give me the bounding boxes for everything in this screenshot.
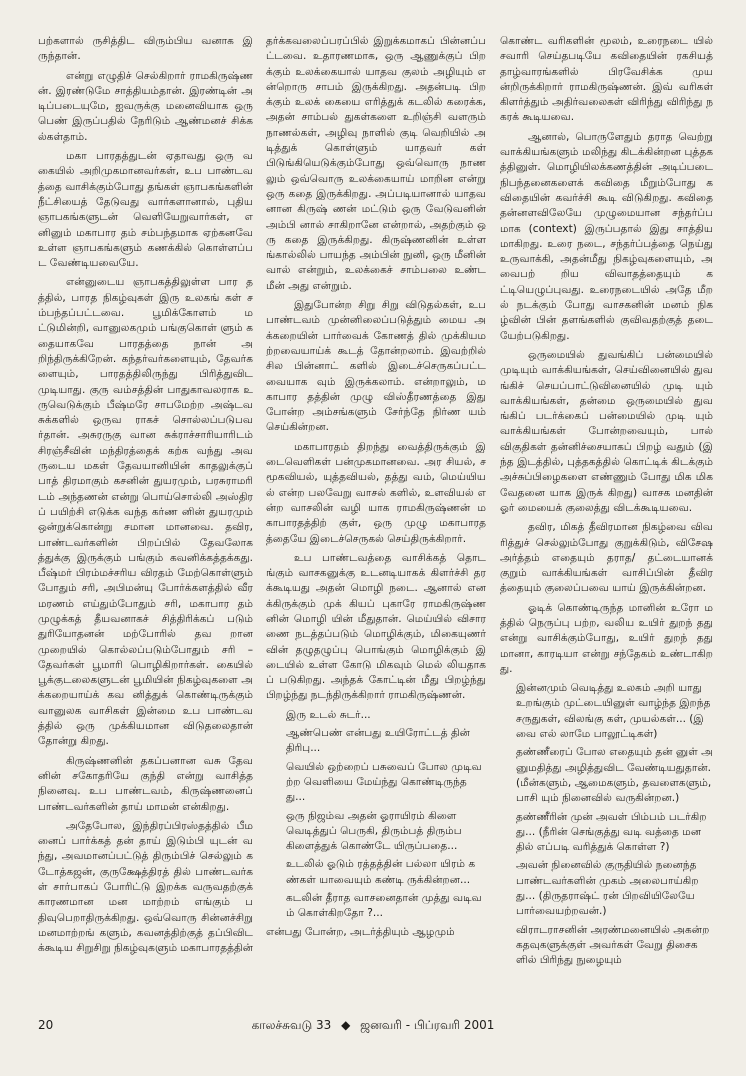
page-number: 20 <box>38 1018 54 1032</box>
paragraph: அவன் நினைவில் குருதியில் நனைந்த பாண்டவர்களின் முகம் அலைபாய்கிறது... (திருதராஷ்ட் ரன் பிறவியிலேயே பார்வையற்றவன்.) <box>516 859 699 918</box>
diamond-icon: ◆ <box>341 1018 351 1032</box>
page-footer <box>34 1018 712 1040</box>
paragraph: என்பது போன்ற, அடர்த்தியும் ஆழமும் <box>266 925 455 938</box>
paragraph: பற்களால் ருசித்திட விரும்பிய வனாக இருந்தான். <box>38 35 253 63</box>
paragraph: கொண்ட வரிகளின் மூலம், உரைநடை யில் சவாரி செய்தபடியே கவிதையின் ரகசியத் தாழ்வாரங்களில் பிரவேசிக்க முயன்றிருக்கிறார் ராமகிருஷ்ணன். இவ் வரிகள் கிளர்த்தும் அதிர்வலைகள் விரிந்து விரிந்து நகரக் கூடியவை. <box>500 35 713 124</box>
paragraph: ஆனால், பொருளேதும் தராத வெற்று வாக்கியங்களும் மலிந்து கிடக்கின்றன புத்தகத்தினுள். மொழியிலக்கணத்தின் அடிப்படை நிபந்தனைகளைக் கவிதை மீறும்போது கவிதையின் கவர்ச்சி கூடி விடுகிறது. கவிதை தன்னளவிலேயே முழுமையான சந்தர்ப்பமாக (context) இருப்பதால் இது சாத்தியமாகிறது. உரை நடை, சந்தர்ப்பத்தை நெய்து உருவாக்கி, அதன்மீது நிகழ்வுகளையும், அவைபற் றிய விவாதத்தையும் கட்டியெழுப்புவது. உரைநடையில் அதே மீறல் நடக்கும் போது வாசகனின் மனம் நிகழ்வின் பின் தளங்களில் குவிவதற்குத் தடை யேற்படுகிறது. <box>500 130 713 342</box>
paragraph: மகாபாரதம் திறந்து வைத்திருக்கும் இடைவெளிகள் பன்முகமானவை. அர சியல், சமூகவியல், யுத்தவியல், தத்து வம், மெய்யியல் என்ற பலவேறு வாசல் களில், உளவியல் என்ற வாசலின் வழி யாக ராமகிருஷ்ணன் மகாபாரதத்திற் குள், ஒரு முழு மகாபாரதத்தையே இடைச்செருகல் செய்திருக்கிறார். <box>266 440 486 545</box>
journal-name: காலச்சுவடு 33 <box>251 1018 332 1032</box>
journal-issue-line <box>34 1018 712 1034</box>
paragraph: ஒருமையில் துவங்கிப் பன்மையில் முடியும் வாக்கியங்கள், செய்வினையில் துவங்கிச் செயப்பாட்டுவினையில் முடி யும் வாக்கியங்கள், தன்மை ஒருமையில் துவங்கிப் படர்க்கைப் பன்மையில் முடி யும் வாக்கியங்கள் போன்றவையும், பால் விகுதிகள் தன்னிச்சையாகப் பிறழ் வதும் (இந்த இடத்தில், புத்தகத்தில் கொட்டிக் கிடக்கும் அச்சுப்பிழைகளை எண்ணும் போது மிக மிக வேதனை யாக இருக் கிறது) வாசக மனதின் ஓர் மையைக் குலைத்து விடக்கூடியவை. <box>500 348 713 514</box>
issue-date: ஜனவரி - பிப்ரவரி 2001 <box>360 1018 495 1032</box>
paragraph: இதுபோன்ற சிறு சிறு விடுதல்கள், உபபாண்டவம் முன்னிலைப்படுத்தும் மைய அக்கறையின் பார்வைக் கோணத் தில் முக்கியமற்றவையாய்க் கூடத் தோன்றலாம். இவற்றில் சில பின்னாட் களில் இடைச்செருகப்பட்டவையாக வும் இருக்கலாம். என்றாலும், மகாபார தத்தின் முழு விஸ்தீரணத்தை இது போன்ற அம்சங்களும் சேர்ந்தே நிர்ண யம் செய்கின்றன. <box>266 299 486 434</box>
paragraph: இன்னமும் வெடித்து உலகம் அறி யாது உறங்கும் முட்டையினுள் வாழ்ந்த இறந்த சருதுகள், விலங்கு கள், முயல்கள்... (இவை எல் லாமே பாலூட்டிகள்) <box>516 682 711 741</box>
paragraph: வெயில் ஒற்றைப் பசுவைப் போல முடிவற்ற வெளியை மேய்ந்து கொண்டிருந்தது... <box>286 760 482 804</box>
paragraph: உடலில் ஓடும் ரத்தத்தின் பல்லா யிரம் கண்கள் யாவையும் கண்டி ருக்கின்றன... <box>286 858 476 886</box>
paragraph: இரு உடல் சுடர்... <box>286 708 371 721</box>
paragraph: தர்க்கவலைப்பரப்பில் இறுக்கமாகப் பின்னப்பட்டவை. உதாரணமாக, ஒரு ஆணுக்குப் பிறக்கும் உலக்கையால் யாதவ குலம் அழியும் என்றொரு சாபம் இருக்கிறது. அதன்படி பிறக்கும் உலக் கையை எரித்துக் கடலில் கரைக்க, அதன் சாம்பல் துகள்களை உறிஞ்சி வளரும் நாணல்கள், அழிவு நாளில் குடி வெறியில் அடித்துக் கொள்ளும் யாதவர் கள் பிடுங்கியெடுக்கும்போது ஒவ்வொரு நாணலும் ஒவ்வொரு உலக்கையாய் மாறின என்று ஒரு கதை இருக்கிறது. அப்படியானால் யாதவனான கிருஷ் ணன் மட்டும் ஒரு வேடுவனின் அம்பி னால் சாகிறானே என்றால், அதற்கும் ஒரு கதை இருக்கிறது. கிருஷ்ணனின் உள்ளங்கால்லில் பாயந்த அம்பின் நுனி, ஒரு மீனின் வால் என்றும், உலக்கைச் சாம்பலை உண்ட மீன் அது என்றும். <box>266 35 486 292</box>
paragraph: மகா பாரதத்துடன் ஏதாவது ஒரு வகையில் அறிமுகமானவர்கள், உப பாண்டவத்தை வாசிக்கும்போது தங்கள் ஞாபகங்களின் நீட்சியைத் தேடுவது வார்களானால், புதிய ஞாபகங்களுடன் வெளியேறுவார்கள், எனினும் மகாபார தம் சம்பந்தமாக ஏற்கனவே உள்ள ஞாபகங்களும் கணக்கில் கொள்ளப்பட வேண்டியவையே. <box>38 150 253 270</box>
paragraph: என்று எழுதிச் செல்கிறார் ராமகிருஷ்ணன். இரண்டுமே சாத்தியம்தான். இரண்டின் அடிப்படையுமே, ஐவருக்கு மனைவியாக ஒரு பெண் இருப்பதில் நேரிடும் ஆண்மனச் சிக்கல்கள்தாம். <box>38 69 253 143</box>
paragraph: தண்ணீரின் முன் அவள் பிம்பம் படர்கிறது... (நீரின் செங்குத்து வடி வத்தை மனதில் எப்படி வரித்துக் கொள்ள ?) <box>516 810 707 854</box>
paragraph: ஓடிக் கொண்டிருந்த மானின் உரோ மத்தில் நெருப்பு பற்ற, வலிய உயிர் துறந் தது என்று வாசிக்கும்போது, உயிர் துறந் தது மானா, காரடியா என்று சந்தேகம் உண்டாகிறது. <box>500 601 713 675</box>
paragraph: ஆண்பெண் என்பது உயிரோட்டத் தின் திரிபு... <box>286 727 470 755</box>
paragraph: கிருஷ்ணனின் தகப்பனான வசு தேவனின் சகோதரியே குந்தி என்று வாசித்த நினைவு. உப பாண்டவம், கிருஷ்ணனைப் பாண்டவர்களின் தாய் மாமன் என்கிறது. <box>38 754 253 813</box>
paragraph: ஒரு நிஜம்வ அதன் ஓராயிரம் கிளை வெடித்துப் பெருகி, திரும்பத் திரும்ப கிளைத்துக் கொண்டே யிருப்பதை... <box>286 809 462 853</box>
paragraph: உப பாண்டவத்தை வாசிக்கத் தொடங்கும் வாசகனுக்கு உடனடியாகக் கிளர்ச்சி தரக்கூடியது அதன் மொழி நடை. ஆனால் எனக்கிருக்கும் முக் கியப் புகாரே ராமகிருஷ்ணனின் மொழி யின் மீதுதான். மெய்யில் விசாரணை நடத்தப்படும் மொழிக்கும், மிகையுணர் வின் தழுதழுப்பு பொங்கும் மொழிக்கும் இடையில் உள்ள கோடு மிகவும் மெல் லியதாகப் படுகிறது. அந்தக் கோட்டின் மீது பிறழ்ந்து பிறழ்ந்து நடந்திருக்கிறார் ராமகிருஷ்ணன். <box>266 551 486 702</box>
column-2 <box>266 34 486 1014</box>
paragraph: தண்ணீரைப் போல எதையும் தன் னுள் அனுமதித்து அழித்துவிட வேண்டியதுதான். (மீன்களும், ஆமைகளும், தவளைகளும், பாசி யும் நினைவில் வருகின்றன.) <box>516 746 713 805</box>
column-1 <box>38 34 253 1014</box>
paragraph: அதேபோல, இந்திரப்பிரஸ்தத்தில் பீமனைப் பார்க்கத் தன் தாய் இடும்பி யுடன் வந்து, அவமானப்பட்டுத் திரும்பிச் செல்லும் கடோத்கஜன், குருக்ஷேத்திரத் தில் பாண்டவர்கள் சார்பாகப் போரிட்டு இறக்க வருவதற்குக் காரணமான மன மாற்றம் எங்கும் பதிவுபெறாதிருக்கிறது. ஒவ்வொரு சின்னச்சிறு மனமாற்றங் களும், கவனத்திற்குத் தப்பிவிடக்கூடிய சிறுசிறு நிகழ்வுகளும் மகாபாரதத்தின் <box>38 819 253 955</box>
paragraph: தவிர, மிகத் தீவிரமான நிகழ்வை விவரித்துச் செல்லும்போது குறுக்கிடும், விசேஷ அர்த்தம் எதையும் தராத/ தட்டையானக் குறும் வாக்கியங்கள் வாசிப்பின் தீவிரத்தையும் குலைப்பவை யாய் இருக்கின்றன. <box>500 521 713 595</box>
paragraph: விராடராசனின் அரண்மனையில் அகன்ற கதவுகளுக்குள் அவர்கள் வேறு திசைகளில் பிரிந்து நுழையும் <box>516 923 710 967</box>
paragraph: கடலின் தீராத வாசனைதான் முத்து வடிவம் கொள்கிறதோ ?... <box>286 892 482 920</box>
paragraph: என்னுடைய ஞாபகத்திலுள்ள பார தத்தில், பாரத நிகழ்வுகள் இரு உலகங் கள் சம்பந்தப்பட்டவை. பூமிக்கோளம் மட்டுமின்றி, வானுலகமும் பங்குகொள் ளும் கதையாகவே பாரதத்தை நான் அறிந்திருக்கிறேன். கந்தர்வர்களையும், தேவர்களையும், பாரதத்திலிருந்து பிரித்துவிட முடியாது. குரு வம்சத்தின் பாதுகாவலராக உருவெடுக்கும் பீஷ்மரே சாபமேற்ற அஷ்டவசுக்களில் ஒருவ ராகச் சொல்லப்படுபவர்தான். அசுரருகு வான சுக்ராச்சாரியாரிடம் சிரஞ்சீவின் மந்திரத்தைக் கற்க வந்து அவருடைய மகள் தேவயானியின் காதலுக்குப் பாத் திரமாகும் கசனின் துயரமும், பரசுராமரி டம் அந்தணன் என்று பொய்சொல்லி அஸ்திரப் பயிற்சி எடுக்க வந்த கர்ண னின் துயரமும் ஒன்றுக்கொன்று சமான மானவை. தவிர, பாண்டவர்களின் பிறப்பில் தேவலோகத்துக்கு இருக்கும் பங்கும் கவனிக்கத்தக்கது. பீஷ்மர் பிரம்மச்சரிய விரதம் மேற்கொள்ளும் போதும் சரி, அபிமன்யு போர்க்களத்தில் வீரமரணம் எய்தும்போதும் சரி, மகாபார தம் முழுக்கத் தீயவனாகச் சித்திரிக்கப் படும் துரியோதனன் மற்போரில் தவ றான முறையில் கொல்லப்படும்போதும் சரி – தேவர்கள் பூமாரி பொழிகிறார்கள். கையில் பூக்குடலைகளுடன் பூமியின் நிகழ்வுகளை அக்கறையாய்க் கவ னித்துக் கொண்டிருக்கும் வானுலக வாசிகள் இன்மை உப பாண்டவத்தில் ஒரு முக்கியமான விடுதலைதான் தோன்று கிறது. <box>38 276 253 748</box>
column-3 <box>500 34 713 1014</box>
